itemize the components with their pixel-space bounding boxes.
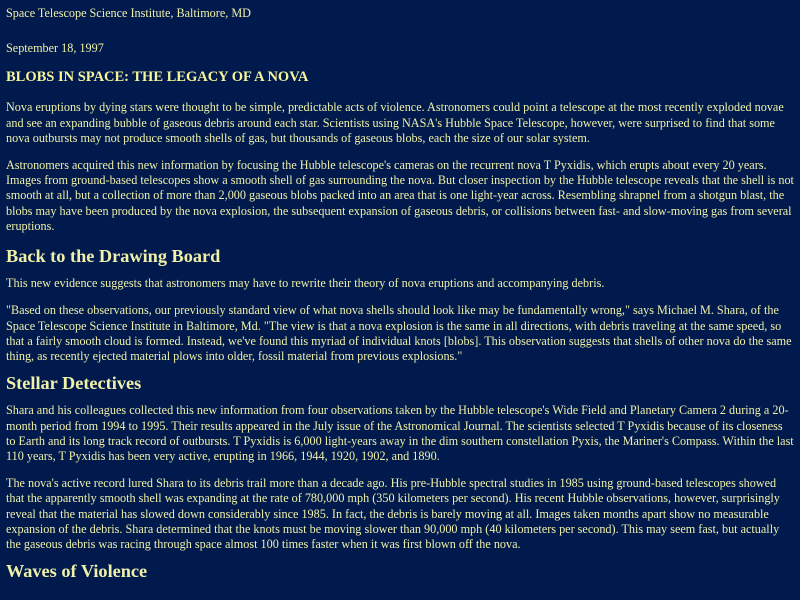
intro-paragraph: Astronomers acquired this new information by focusing the Hubble telescope's cameras on the recurrent nova T Pyxidis, which erupts about every 20 years. Images from ground-based telescopes show a smooth shell of gas surrounding the nova. But closer inspection by the Hubble telescope reveals that the shell is not smooth at all, but a collection of more than 2,000 gaseous blobs packed into an area that is one light-year across. Resembling shrapnel from a shotgun blast, the blobs may have been produced by the nova explosion, the subsequent expansion of gaseous debris, or collisions between fast- and slow-moving gas from several eruptions. [6, 158, 794, 233]
section-paragraph: The nova's active record lured Shara to its debris trail more than a decade ago. His pre-Hubble spectral studies in 1985 using ground-based telescopes showed that the apparently smooth shell was expanding at the rate of 780,000 mph (350 kilometers per second). His recent Hubble observations, however, surprisingly reveal that the material has slowed down considerably since 1985. In fact, the debris is barely moving at all. Images taken months apart show no measurable expansion of the debris. Shara determined that the knots must be moving slower than 90,000 mph (40 kilometers per second). This may seem fast, but actually the gaseous debris was racing through space almost 100 times faster when it was first blown off the nova. [6, 476, 780, 552]
section-paragraph: Shara and his colleagues collected this new information from four observations taken by the Hubble telescope's Wide Field and Planetary Camera 2 during a 20-month period from 1994 to 1995. Their results appeared in the July issue of the Astronomical Journal. The scientists selected T Pyxidis because of its closeness to Earth and its long track record of outbursts. T Pyxidis is 6,000 light-years away in the dim southern constellation Pyxis, the Mariner's Compass. Within the last 110 years, T Pyxidis has been very active, erupting in 1966, 1944, 1920, 1902, and 1890. [6, 403, 794, 464]
article-title: BLOBS IN SPACE: THE LEGACY OF A NOVA [6, 69, 309, 86]
section-heading-waves-of-violence: Waves of Violence [6, 561, 148, 582]
dateline: Space Telescope Science Institute, Baltimore, MD [6, 6, 251, 20]
section-heading-drawing-board: Back to the Drawing Board [6, 246, 221, 267]
section-paragraph: "Based on these observations, our previously standard view of what nova shells should look like may be fundamentally wrong," says Michael M. Shara, of the Space Telescope Science Institute in Baltimore, Md. "The view is that a nova explosion is the same in all directions, with debris traveling at the same speed, so that a fairly smooth cloud is formed. Instead, we've found this myriad of individual knots [blobs]. This observation suggests that shells of other nova do the same thing, as recently ejected material plows into older, fossil material from previous explosions." [6, 303, 792, 364]
section-paragraph: This new evidence suggests that astronomers may have to rewrite their theory of nova eruptions and accompanying debris. [6, 276, 605, 291]
intro-paragraph: Nova eruptions by dying stars were thought to be simple, predictable acts of violence. Astronomers could point a telescope at the most recently exploded novae and see an expanding bubble of gaseous debris around each star. Scientists using NASA's Hubble Space Telescope, however, were surprised to find that some nova outbursts may not produce smooth shells of gas, but thousands of gaseous blobs, each the size of our solar system. [6, 100, 784, 145]
section-heading-stellar-detectives: Stellar Detectives [6, 373, 142, 394]
article-date: September 18, 1997 [6, 41, 104, 56]
